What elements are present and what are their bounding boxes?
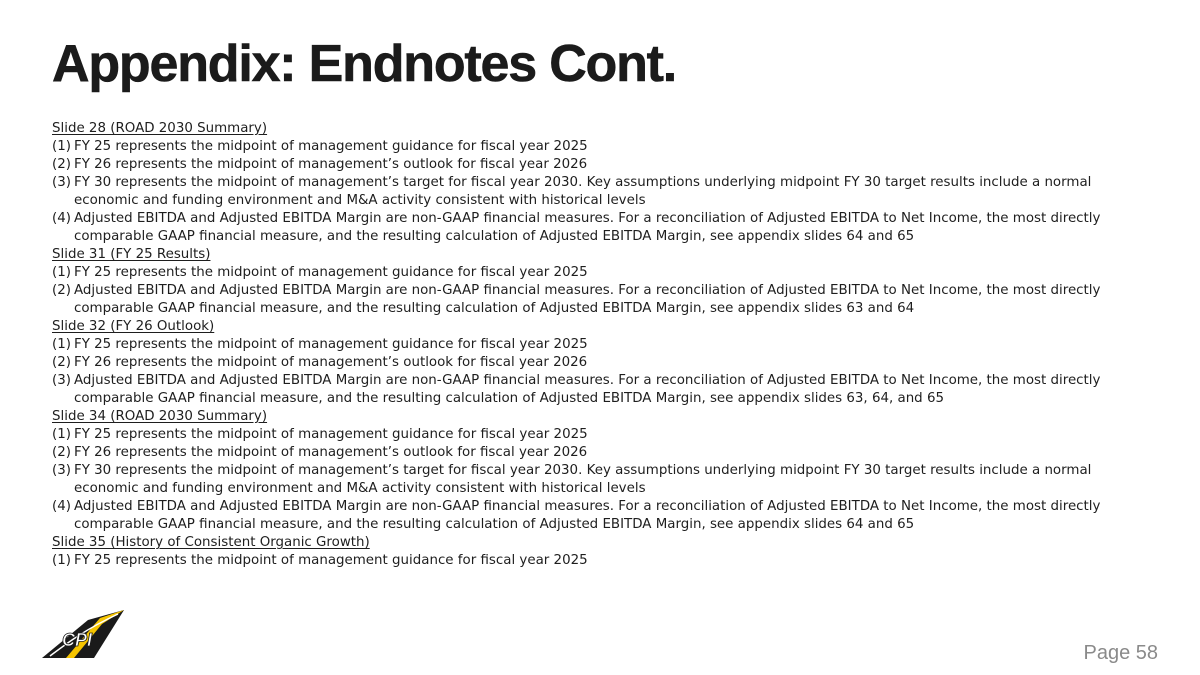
endnote-section [52,408,1152,534]
endnote-number: (1) [52,139,71,154]
endnote-item [52,354,1152,372]
endnote-text: Adjusted EBITDA and Adjusted EBITDA Margin are non-GAAP financial measures. For a reconciliation of Adjusted EBITDA to Net Income, the most directly comparable GAAP financial measure, and the resulting calculation of Adjusted EBITDA Margin, see appendix slides 64 and 65 [74,499,1101,532]
endnote-number: (4) [52,499,71,514]
endnote-text: FY 26 represents the midpoint of management’s outlook for fiscal year 2026 [74,157,588,172]
endnote-text: Adjusted EBITDA and Adjusted EBITDA Margin are non-GAAP financial measures. For a reconciliation of Adjusted EBITDA to Net Income, the most directly comparable GAAP financial measure, and the resulting calculation of Adjusted EBITDA Margin, see appendix slides 64 and 65 [74,211,1101,244]
endnote-item [52,156,1152,174]
endnote-item [52,426,1152,444]
endnote-section [52,534,1152,570]
endnote-item [52,282,1152,318]
endnote-text: FY 30 represents the midpoint of management’s target for fiscal year 2030. Key assumptions underlying midpoint FY 30 target results include a normal economic and funding environment and M&A activity consistent with historical levels [74,463,1092,496]
section-heading: Slide 28 (ROAD 2030 Summary) [52,121,268,136]
logo-text: CPI [62,630,93,650]
endnote-text: FY 26 represents the midpoint of management’s outlook for fiscal year 2026 [74,355,588,370]
cpi-road-logo-icon [40,606,128,662]
endnote-section [52,246,1152,318]
endnote-item [52,336,1152,354]
endnote-item [52,174,1152,210]
endnote-text: FY 25 represents the midpoint of management guidance for fiscal year 2025 [74,553,588,568]
endnote-number: (3) [52,373,71,388]
endnote-number: (2) [52,445,71,460]
endnote-text: FY 25 represents the midpoint of management guidance for fiscal year 2025 [74,139,588,154]
endnote-item [52,552,1152,570]
endnote-section [52,318,1152,408]
endnote-text: FY 25 represents the midpoint of management guidance for fiscal year 2025 [74,265,588,280]
endnote-item [52,372,1152,408]
endnote-text: FY 25 represents the midpoint of management guidance for fiscal year 2025 [74,337,588,352]
endnote-number: (4) [52,211,71,226]
endnote-item [52,210,1152,246]
section-heading: Slide 34 (ROAD 2030 Summary) [52,409,268,424]
endnote-item [52,138,1152,156]
endnote-item [52,498,1152,534]
endnote-item [52,462,1152,498]
endnote-number: (1) [52,427,71,442]
endnote-section [52,120,1152,246]
endnote-text: FY 30 represents the midpoint of management’s target for fiscal year 2030. Key assumptions underlying midpoint FY 30 target results include a normal economic and funding environment and M&A activity consistent with historical levels [74,175,1092,208]
section-heading: Slide 35 (History of Consistent Organic Growth) [52,535,370,550]
endnote-number: (3) [52,463,71,478]
endnote-number: (2) [52,157,71,172]
endnote-number: (1) [52,265,71,280]
endnote-number: (1) [52,337,71,352]
endnote-number: (2) [52,283,71,298]
endnote-text: FY 26 represents the midpoint of management’s outlook for fiscal year 2026 [74,445,588,460]
endnote-item [52,444,1152,462]
endnote-number: (3) [52,175,71,190]
page-number: Page 58 [1083,642,1158,664]
endnote-text: Adjusted EBITDA and Adjusted EBITDA Margin are non-GAAP financial measures. For a reconciliation of Adjusted EBITDA to Net Income, the most directly comparable GAAP financial measure, and the resulting calculation of Adjusted EBITDA Margin, see appendix slides 63, 64, and 65 [74,373,1101,406]
endnote-text: Adjusted EBITDA and Adjusted EBITDA Margin are non-GAAP financial measures. For a reconciliation of Adjusted EBITDA to Net Income, the most directly comparable GAAP financial measure, and the resulting calculation of Adjusted EBITDA Margin, see appendix slides 63 and 64 [74,283,1101,316]
endnote-number: (1) [52,553,71,568]
endnotes-list [52,120,1152,570]
slide-title: Appendix: Endnotes Cont. [52,35,677,93]
section-heading: Slide 32 (FY 26 Outlook) [52,319,215,334]
endnote-number: (2) [52,355,71,370]
section-heading: Slide 31 (FY 25 Results) [52,247,211,262]
endnote-item [52,264,1152,282]
endnote-text: FY 25 represents the midpoint of management guidance for fiscal year 2025 [74,427,588,442]
